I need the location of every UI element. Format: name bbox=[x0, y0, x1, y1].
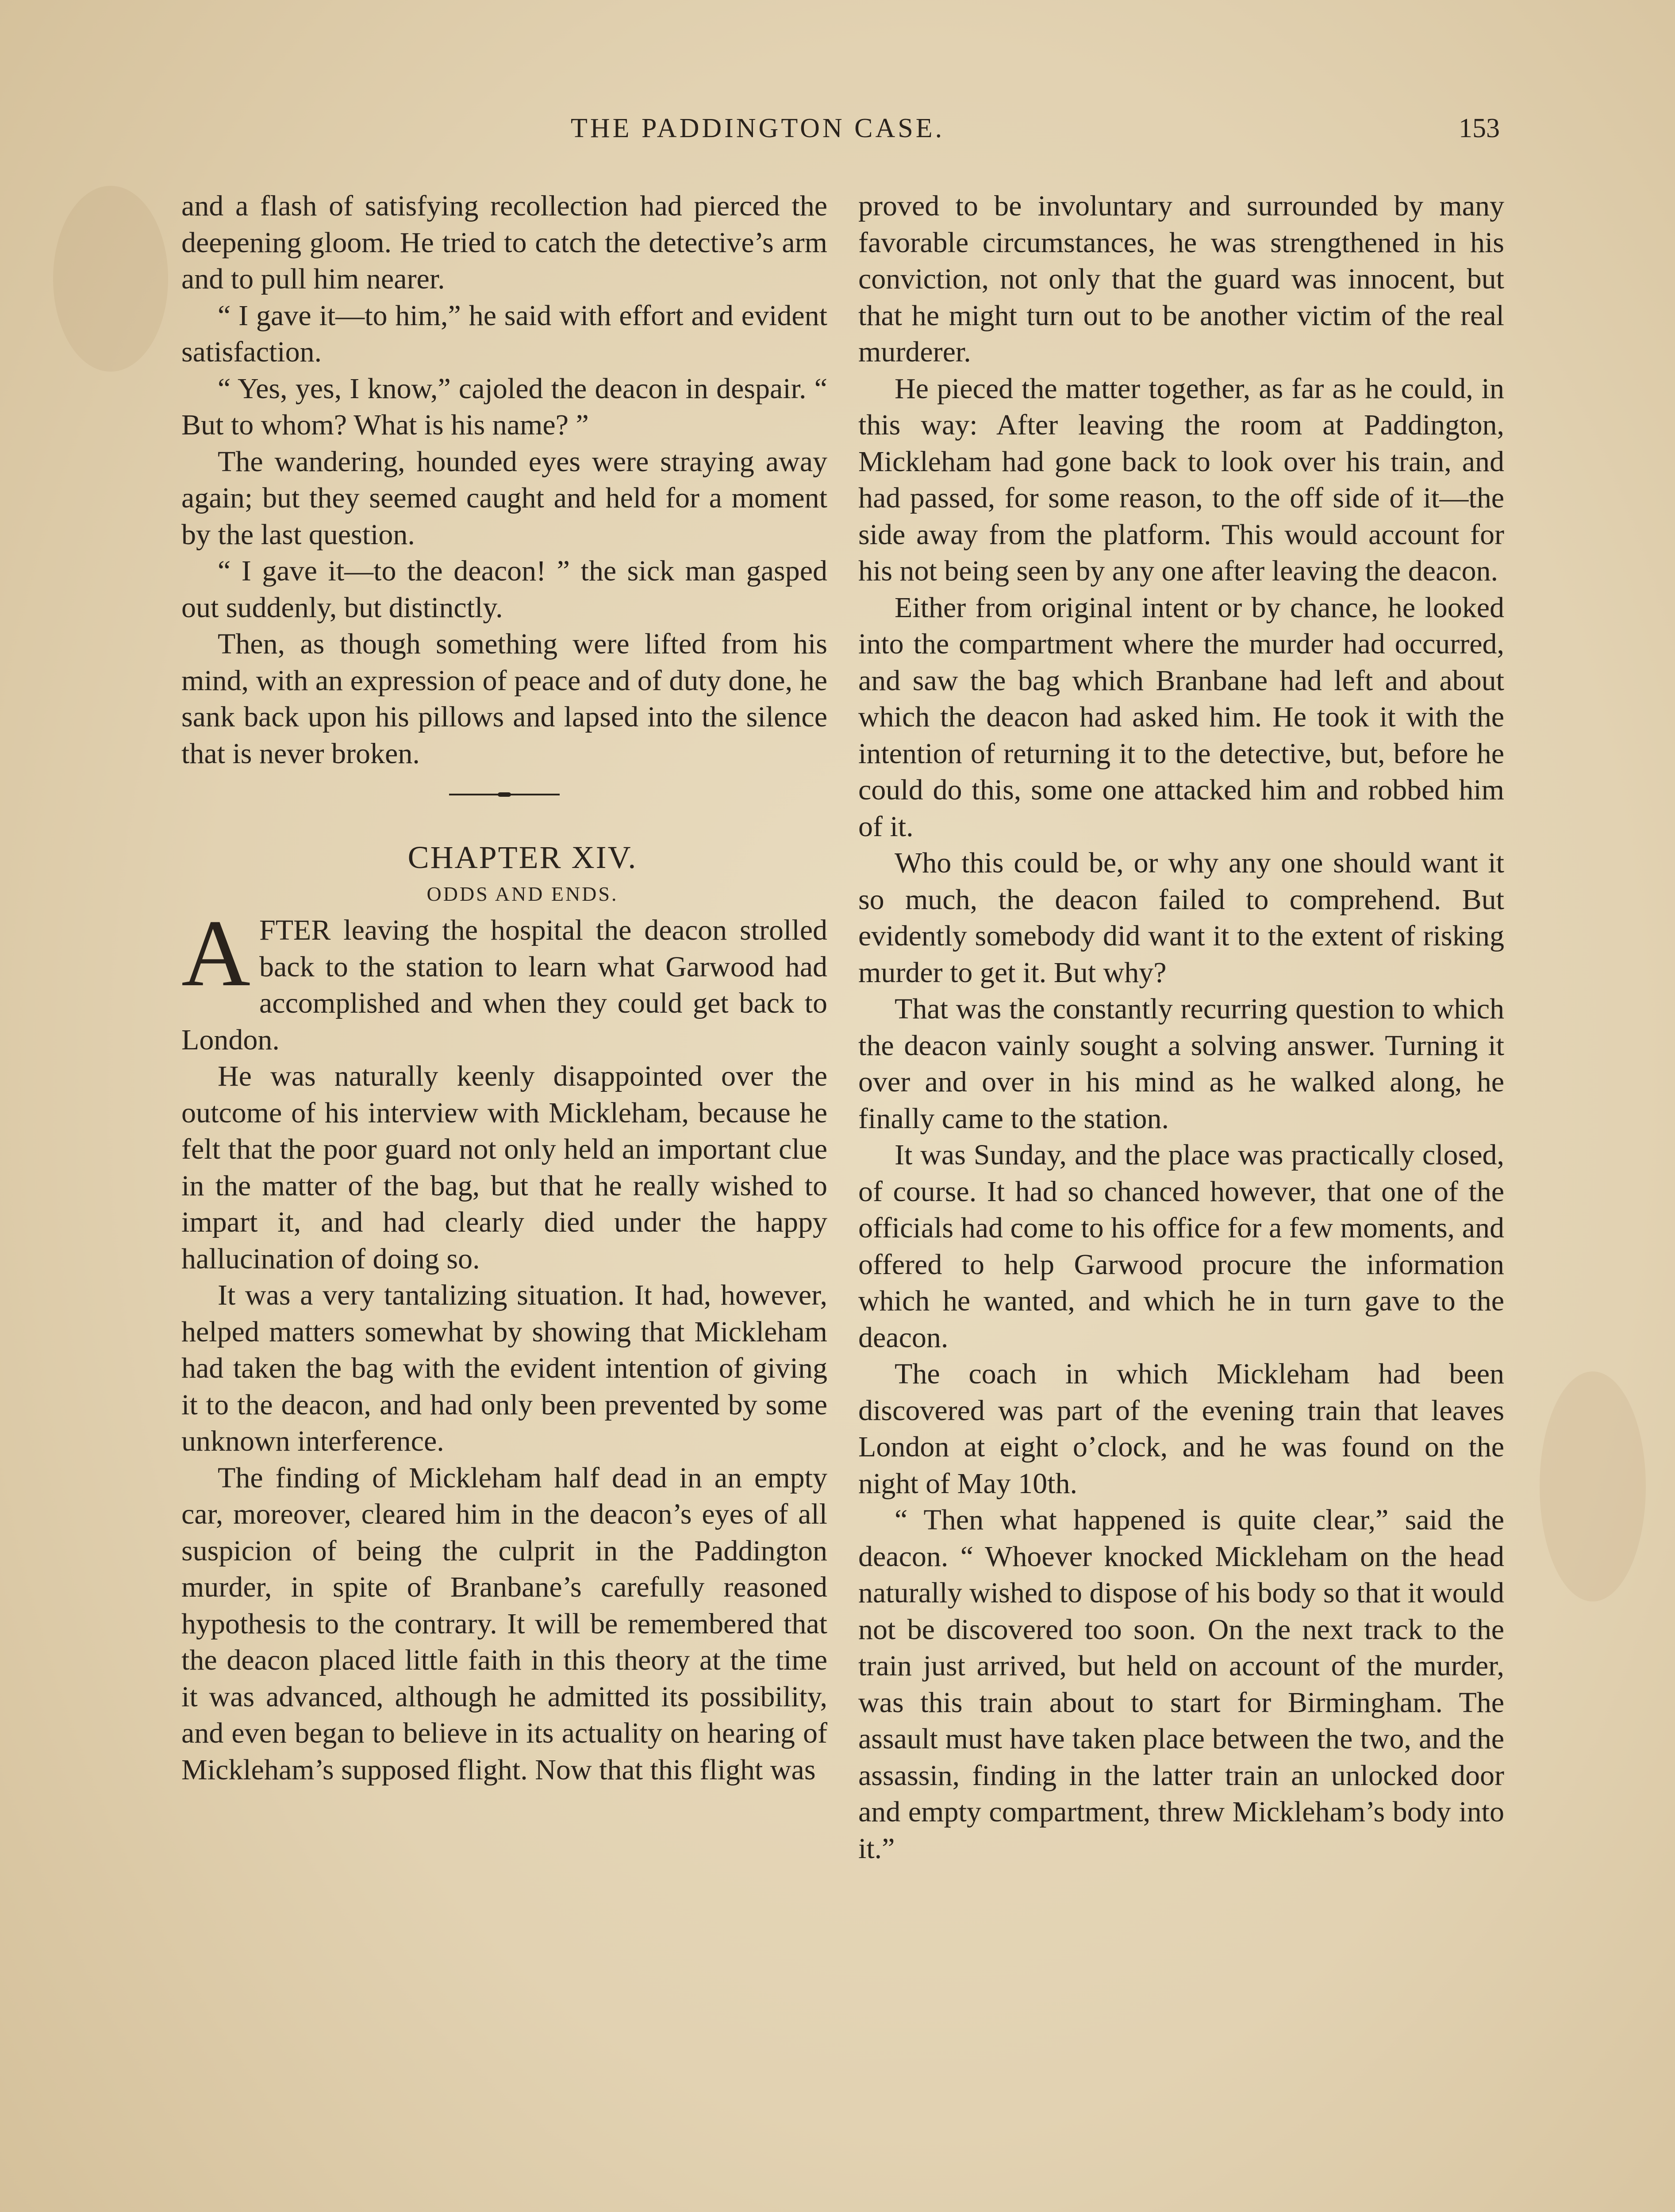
section-divider bbox=[449, 792, 560, 797]
paragraph: “ Yes, yes, I know,” cajoled the deacon in despair. “ But to whom? What is his name? ” bbox=[181, 372, 827, 441]
paragraph: and a flash of satisfying recollection had pierced the deepening gloom. He tried to catch the detective’s arm and to pull him nearer. bbox=[181, 190, 827, 295]
paragraph: That was the constantly recurring question to which the deacon vainly sought a solving answer. Turning it over and over in his mind as he walked along, he finally came to the station. bbox=[858, 993, 1504, 1135]
paragraph: “ Then what happened is quite clear,” said the deacon. “ Whoever knocked Mickleham on the head naturally wished to dispose of his body so that it would not be discovered too soon. On the next track to the train just arrived, but held on account of the murder, was this train about to start for Birmingham. The assault must have taken place between the two, and the assassin, finding in the latter train an unlocked door and empty compartment, threw Mickleham’s body into it.” bbox=[858, 1504, 1504, 1865]
paper-stain bbox=[1540, 1371, 1646, 1601]
paragraph: The coach in which Mickleham had been discovered was part of the evening train that leaves London at eight o’clock, and he was found on the night of May 10th. bbox=[858, 1358, 1504, 1500]
divider-ornament bbox=[498, 792, 511, 797]
right-column bbox=[858, 188, 1504, 1867]
chapter-subtitle: ODDS AND ENDS. bbox=[426, 882, 619, 905]
drop-cap: A bbox=[181, 900, 250, 1006]
paragraph: “ I gave it—to him,” he said with effort and evident satisfaction. bbox=[181, 299, 827, 368]
opening-paragraph bbox=[181, 900, 827, 1058]
running-header: THE PADDINGTON CASE. bbox=[571, 113, 945, 143]
page-number: 153 bbox=[1459, 113, 1500, 143]
left-column bbox=[181, 188, 827, 1788]
paragraph: It was a very tantalizing situation. It had, however, helped matters somewhat by showing that Mickleham had taken the bag with the evident intention of giving it to the deacon, and had only been prevented by some unknown interference. bbox=[181, 1279, 827, 1457]
paragraph: “ I gave it—to the deacon! ” the sick man gasped out suddenly, but distinctly. bbox=[181, 555, 827, 624]
paragraph: Who this could be, or why any one should want it so much, the deacon failed to comprehend. But evidently somebody did want it to the extent of risking murder to get it. But why? bbox=[858, 847, 1504, 989]
chapter-title: CHAPTER XIV. bbox=[407, 840, 638, 875]
paragraph: Either from original intent or by chance, he looked into the compartment where the murder had occurred, and saw the bag which Branbane had left and about which the deacon had asked him. He took it with the intention of returning it to the detective, but, before he could do this, some one attacked him and robbed him of it. bbox=[858, 591, 1504, 843]
paper-stain bbox=[53, 186, 168, 372]
paragraph: He pieced the matter together, as far as he could, in this way: After leaving the room at Paddington, Mickleham had gone back to look over his train, and had passed, for some reason, to the off side of it—the side away from the platform. This would account for his not being seen by any one after leaving the deacon. bbox=[858, 372, 1504, 587]
paragraph: The wandering, hounded eyes were straying away again; but they seemed caught and held for a moment by the last question. bbox=[181, 445, 827, 551]
paragraph: He was naturally keenly disappointed over the outcome of his interview with Mickleham, because he felt that the poor guard not only held an important clue in the matter of the bag, but that he really wished to impart it, and had clearly died under the happy hallucination of doing so. bbox=[181, 1060, 827, 1275]
paragraph: It was Sunday, and the place was practically closed, of course. It had so chanced however, that one of the officials had come to his office for a few moments, and offered to help Garwood procure the information which he wanted, and which he in turn gave to the deacon. bbox=[858, 1139, 1504, 1354]
opening-text: FTER leaving the hospital the deacon strolled back to the station to learn what Garwood had accomplished and when they could get back to London. bbox=[181, 914, 827, 1056]
paragraph: The finding of Mickleham half dead in an empty car, moreover, cleared him in the deacon’s eyes of all suspicion of being the culprit in the Paddington murder, in spite of Branbane’s carefully reasoned hypothesis to the contrary. It will be remembered that the deacon placed little faith in this theory at the time it was advanced, although he admitted its possibility, and even began to believe in its actuality on hearing of Mickleham’s supposed flight. Now that this flight was bbox=[181, 1461, 827, 1786]
paragraph: proved to be involuntary and surrounded by many favorable circumstances, he was strengthened in his conviction, not only that the guard was innocent, but that he might turn out to be another victim of the real murderer. bbox=[858, 190, 1504, 368]
paragraph: Then, as though something were lifted from his mind, with an expression of peace and of duty done, he sank back upon his pillows and lapsed into the silence that is never broken. bbox=[181, 628, 827, 770]
